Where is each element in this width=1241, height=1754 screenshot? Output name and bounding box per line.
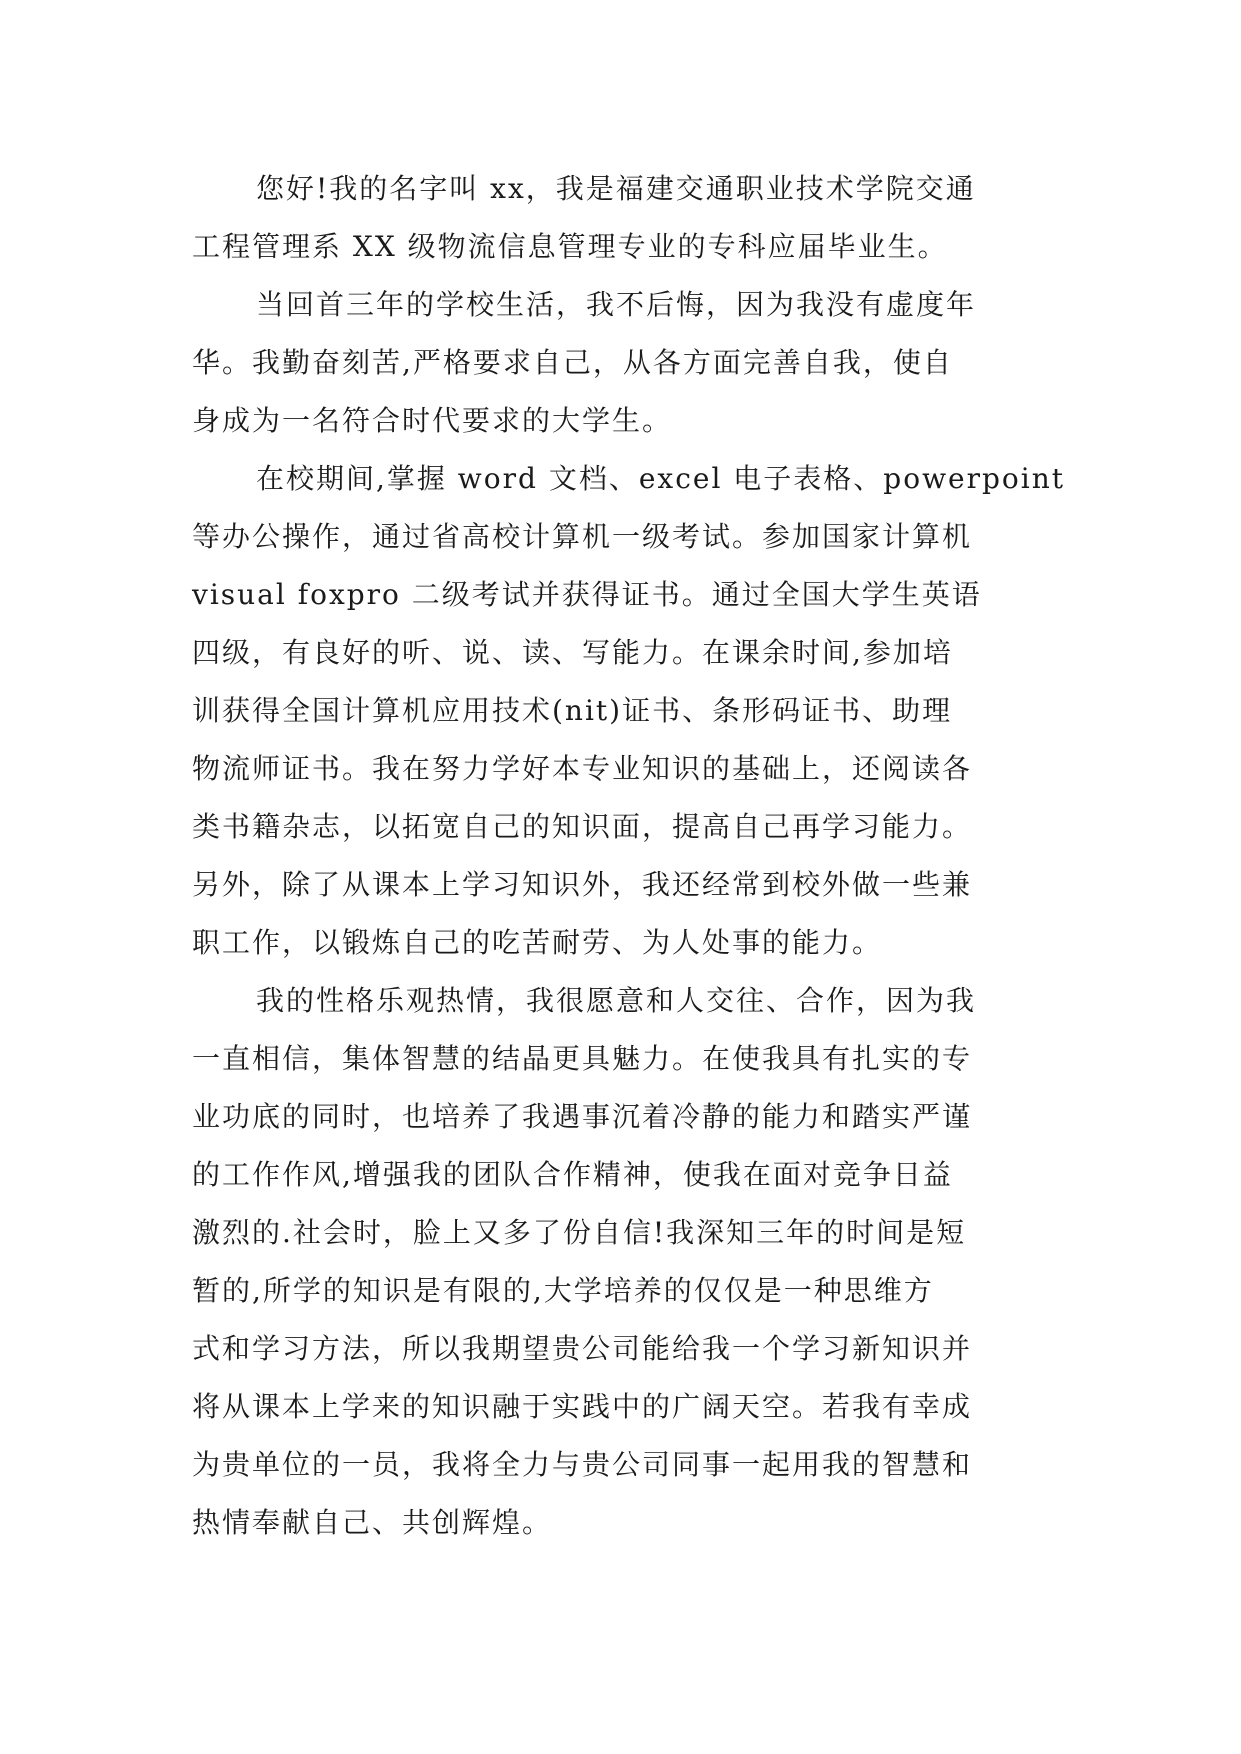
text-line: 暂的,所学的知识是有限的,大学培养的仅仅是一种思维方 xyxy=(192,1274,934,1307)
paragraph-personality xyxy=(192,972,1052,1552)
text-line: 物流师证书。我在努力学好本专业知识的基础上，还阅读各 xyxy=(192,752,973,785)
document-body xyxy=(192,160,1066,1552)
text-line: 另外，除了从课本上学习知识外，我还经常到校外做一些兼 xyxy=(192,868,973,901)
text-line: 华。我勤奋刻苦,严格要求自己，从各方面完善自我，使自 xyxy=(192,346,953,379)
text-line: 您好!我的名字叫 xx，我是福建交通职业技术学院交通 xyxy=(256,172,976,205)
paragraph-greeting xyxy=(192,160,1052,276)
text-line: 热情奉献自己、共创辉煌。 xyxy=(192,1506,553,1539)
paragraph-skills xyxy=(192,450,1066,972)
text-line: 的工作作风,增强我的团队合作精神，使我在面对竞争日益 xyxy=(192,1158,953,1191)
text-line: 类书籍杂志，以拓宽自己的知识面，提高自己再学习能力。 xyxy=(192,810,973,843)
text-line: 激烈的.社会时，脸上又多了份自信!我深知三年的时间是短 xyxy=(192,1216,967,1249)
text-line: 工程管理系 XX 级物流信息管理专业的专科应届毕业生。 xyxy=(192,230,948,263)
text-line: 为贵单位的一员，我将全力与贵公司同事一起用我的智慧和 xyxy=(192,1448,973,1481)
text-line: 当回首三年的学校生活，我不后悔，因为我没有虚度年 xyxy=(256,288,977,321)
text-line: 在校期间,掌握 word 文档、excel 电子表格、powerpoint xyxy=(256,462,1066,495)
text-line: 业功底的同时，也培养了我遇事沉着冷静的能力和踏实严谨 xyxy=(192,1100,973,1133)
text-line: visual foxpro 二级考试并获得证书。通过全国大学生英语 xyxy=(192,578,982,611)
text-line: 式和学习方法，所以我期望贵公司能给我一个学习新知识并 xyxy=(192,1332,973,1365)
text-line: 等办公操作，通过省高校计算机一级考试。参加国家计算机 xyxy=(192,520,973,553)
text-line: 一直相信，集体智慧的结晶更具魅力。在使我具有扎实的专 xyxy=(192,1042,973,1075)
text-line: 身成为一名符合时代要求的大学生。 xyxy=(192,404,673,437)
text-line: 职工作，以锻炼自己的吃苦耐劳、为人处事的能力。 xyxy=(192,926,883,959)
text-line: 四级，有良好的听、说、读、写能力。在课余时间,参加培 xyxy=(192,636,953,669)
text-line: 我的性格乐观热情，我很愿意和人交往、合作，因为我 xyxy=(256,984,977,1017)
paragraph-school-life xyxy=(192,276,1052,450)
text-line: 将从课本上学来的知识融于实践中的广阔天空。若我有幸成 xyxy=(192,1390,973,1423)
text-line: 训获得全国计算机应用技术(nit)证书、条形码证书、助理 xyxy=(192,694,953,727)
